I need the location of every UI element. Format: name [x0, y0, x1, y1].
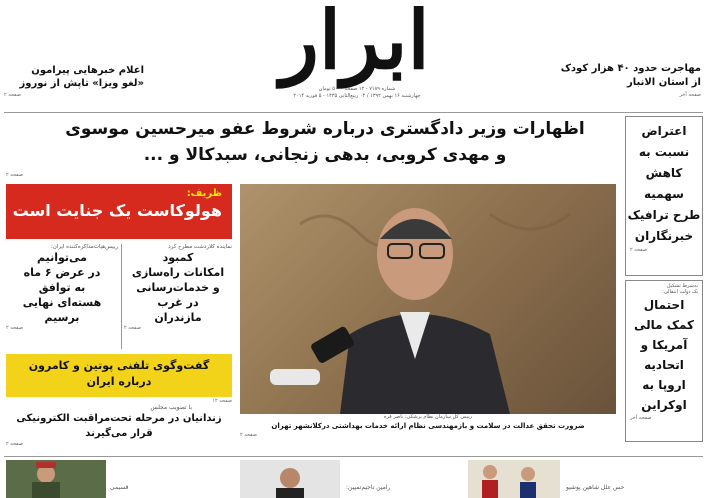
photo-caption: رییس کل سازمان نظام پزشکی: ناصر قره ضرورت تحقق عدالت در سلامت و بازمهندسی نظام ارائه خدمات بهداشتی درکلانشهر تهران صفحه ۲	[240, 414, 585, 438]
soldier-thumb-image	[6, 460, 106, 498]
bottom-item-1[interactable]: قسیمی	[110, 484, 129, 491]
main-headline[interactable]	[30, 116, 620, 168]
col-right-story[interactable]: نماینده کلاردشت مطرح کرد کمبود امکانات راه‌سازی و خدمات‌رسانی در غرب مازندران صفحه ۲	[124, 244, 232, 331]
main-headline-page: صفحه ۲	[6, 172, 23, 178]
bottom-thumb-3[interactable]	[468, 460, 560, 498]
issue-line: شماره ۷۱۸۹ - ۱۲ صفحه ۵۰۰۰ تومان چهارشنبه ۱۶ بهمن ۱۳۹۲ / ۰۴ ربیع‌الثانی ۱۴۳۵ - ۵ فوریه ۲۰۱۴	[293, 86, 421, 99]
photo-illustration	[240, 184, 616, 414]
masthead	[270, 0, 440, 86]
right-box-ukraine[interactable]: به‌شرط تشکیل یک دولت انتقالی: احتمال کمک مالی آمریکا و اتحادیه اروپا به اوکراین صفحه آخر	[625, 280, 703, 442]
yellow-box-page: صفحه ۱۲	[212, 398, 232, 404]
yellow-box[interactable]: گفت‌وگوی تلفنی پوتین و کامرون درباره ایران	[6, 354, 232, 397]
masthead-title: ابرار	[280, 0, 430, 87]
column-divider	[121, 244, 122, 349]
header-divider	[4, 112, 703, 113]
bottom-thumb-2[interactable]	[240, 460, 340, 498]
red-box[interactable]: ظریف: هولوکاست یک جنایت است	[6, 184, 232, 239]
bottom-thumb-1[interactable]	[6, 460, 106, 498]
main-headline-line1: اظهارات وزیر دادگستری درباره شروط عفو میرحسین موسوی	[65, 119, 585, 139]
bottom-item-2[interactable]: رامین تاجیم‌تمپین:	[346, 484, 391, 491]
col-left-story[interactable]: رییس‌هیات‌مذاکره‌کننده ایران: می‌توانیم در عرض ۶ ماه به توافق هسته‌ای نهایی برسیم صفحه ۲	[6, 244, 118, 331]
sport-thumb-image	[468, 460, 560, 498]
bottom-item-3[interactable]: حس علل شاهین پوشیو	[566, 484, 625, 491]
bottom-divider	[4, 456, 703, 457]
majlis-story[interactable]: با تصویب مجلس زندانیان در مرحله تحت‌مراقبت الکترونیکی قرار می‌گیرند صفحه ۲	[6, 404, 222, 447]
right-box-traffic[interactable]: اعتراض نسبت به کاهش سهمیه طرح ترافیک خبرنگاران صفحه ۲	[625, 116, 703, 276]
main-photo[interactable]	[240, 184, 616, 414]
man-thumb-image	[240, 460, 340, 498]
top-left-teaser[interactable]: اعلام خبرهایی پیرامون «لغو ویزا» تاپش از نوروز صفحه ۲	[4, 65, 144, 98]
top-right-teaser[interactable]: مهاجرت حدود ۴۰ هزار کودک از استان الانبار صفحه آخر	[560, 63, 701, 98]
main-headline-line2: و مهدی کروبی، بدهی زنجانی، سبدکالا و ...	[143, 145, 507, 165]
